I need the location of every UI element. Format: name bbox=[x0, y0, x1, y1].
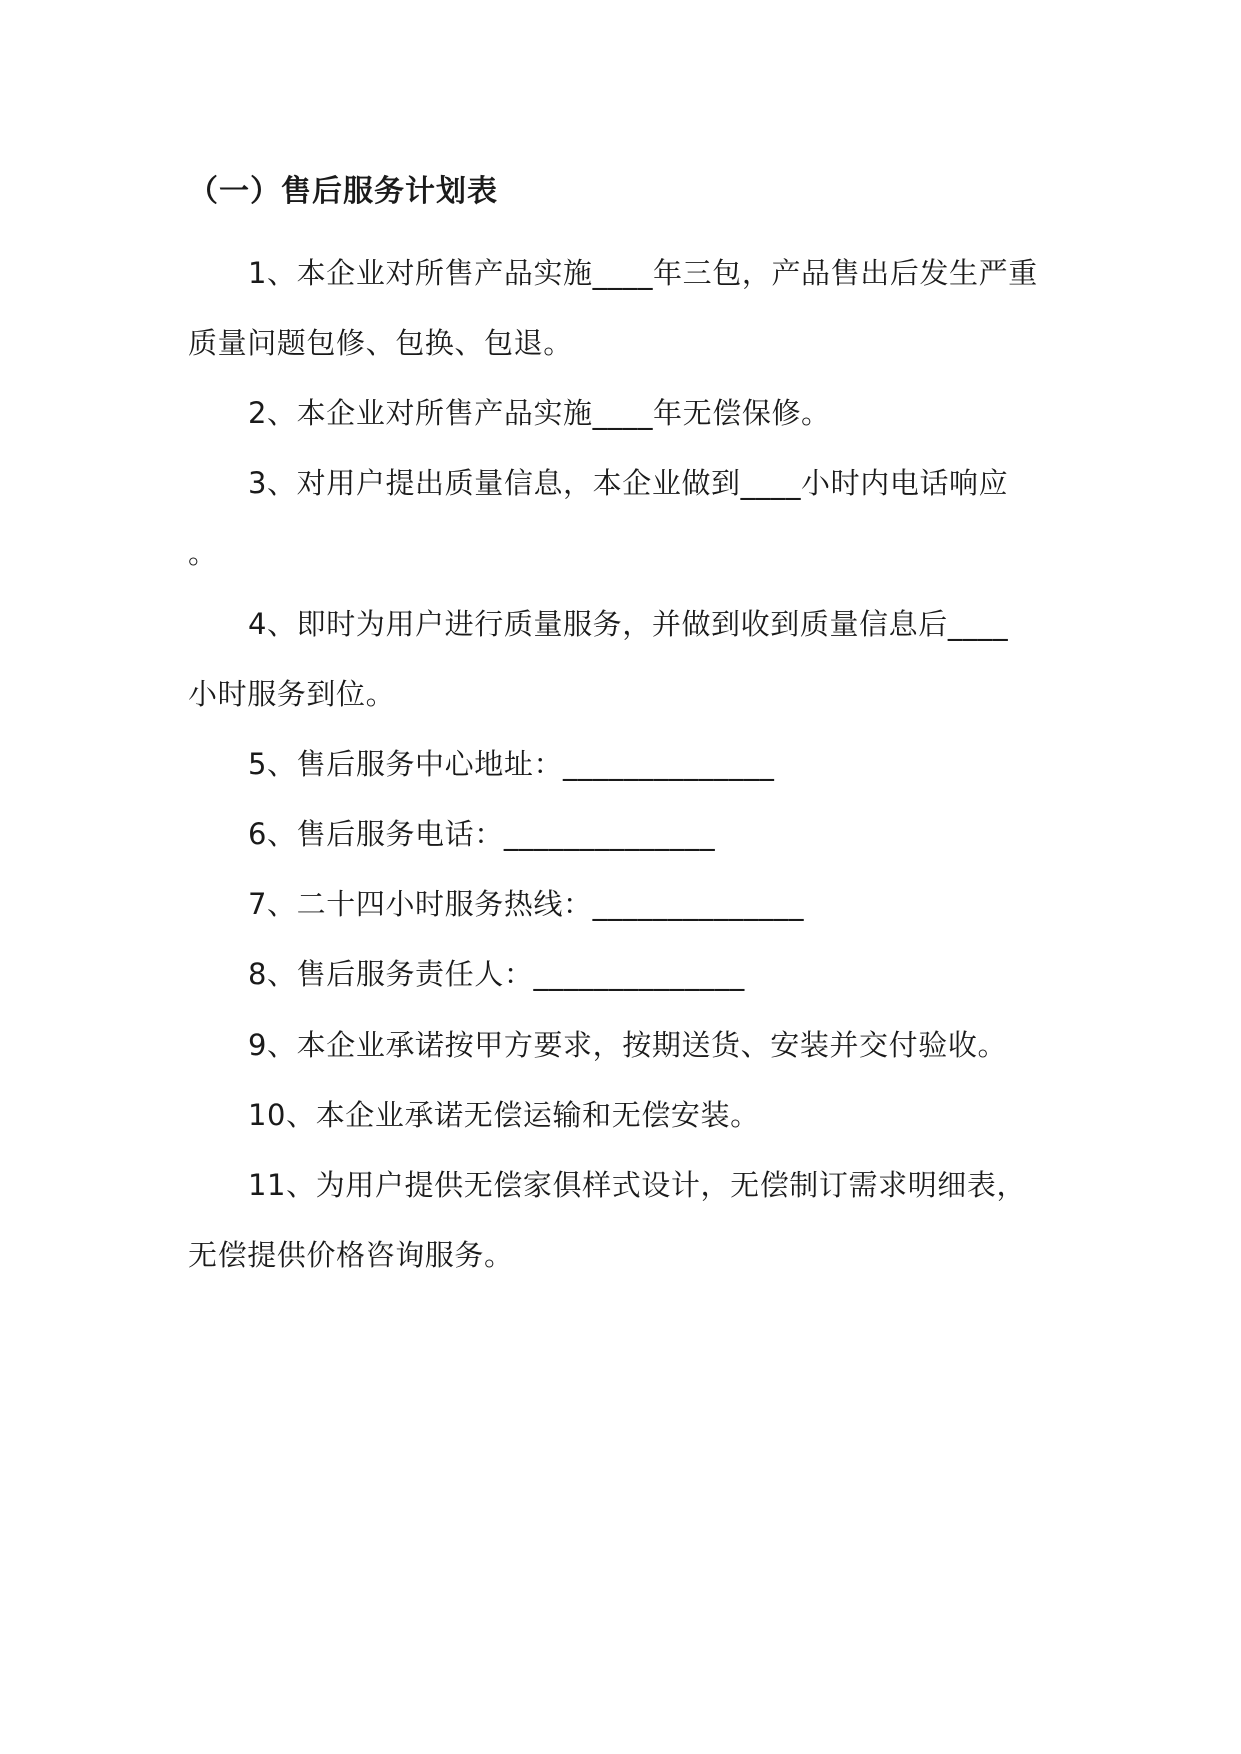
item-1-line-2: 质量问题包修、包换、包退。 bbox=[188, 326, 573, 360]
item-1-line-1: 1、本企业对所售产品实施____年三包，产品售出后发生严重 bbox=[248, 256, 1038, 290]
item-8: 8、售后服务责任人：______________ bbox=[248, 957, 745, 991]
item-7: 7、二十四小时服务热线：______________ bbox=[248, 887, 805, 921]
item-2: 2、本企业对所售产品实施____年无偿保修。 bbox=[248, 396, 831, 430]
item-4-line-2: 小时服务到位。 bbox=[188, 677, 396, 711]
item-6: 6、售后服务电话：______________ bbox=[248, 817, 716, 851]
page-title: （一）售后服务计划表 bbox=[188, 174, 498, 209]
item-5: 5、售后服务中心地址：______________ bbox=[248, 747, 775, 781]
item-3-line-1: 3、对用户提出质量信息，本企业做到____小时内电话响应 bbox=[248, 466, 1009, 500]
item-10: 10、本企业承诺无偿运输和无偿安装。 bbox=[248, 1098, 760, 1132]
item-4-line-1: 4、即时为用户进行质量服务，并做到收到质量信息后____ bbox=[248, 607, 1009, 641]
item-3-line-2: 。 bbox=[188, 536, 218, 570]
item-9: 9、本企业承诺按甲方要求，按期送货、安装并交付验收。 bbox=[248, 1028, 1008, 1062]
item-11-line-1: 11、为用户提供无偿家俱样式设计，无偿制订需求明细表， bbox=[248, 1168, 1027, 1202]
item-11-line-2: 无偿提供价格咨询服务。 bbox=[188, 1238, 514, 1272]
